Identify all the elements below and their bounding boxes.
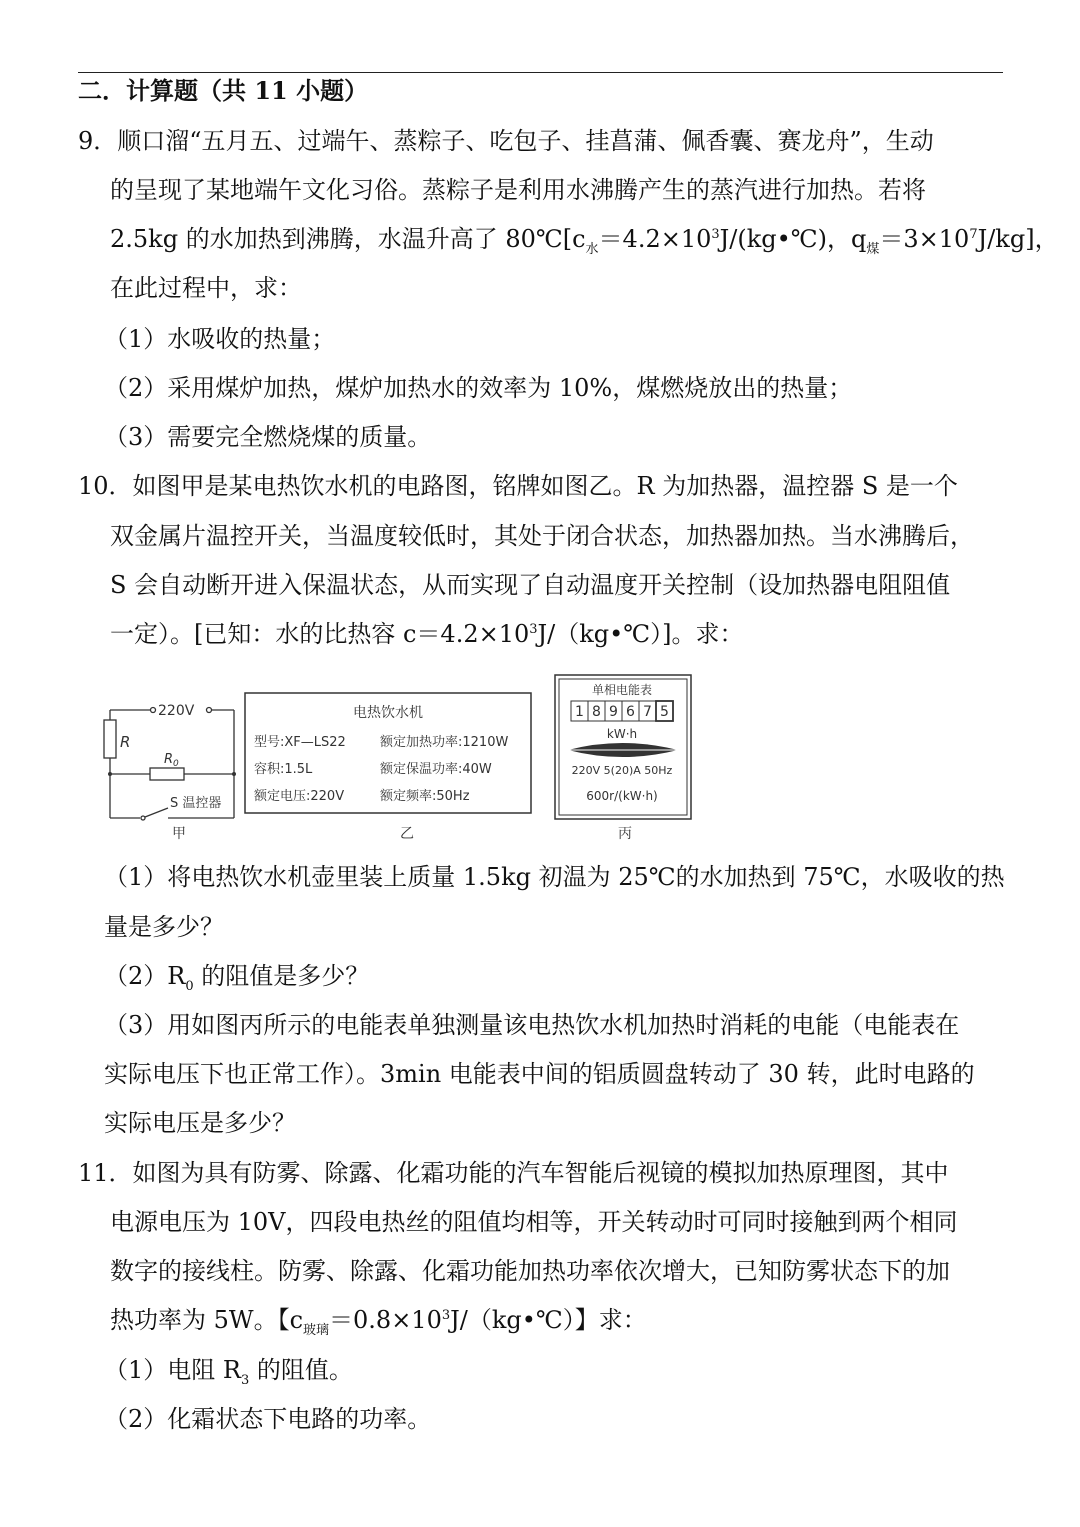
q10-line-3: S 会自动断开进入保温状态，从而实现了自动温度开关控制（设加热器电阻阻值 [110,571,951,599]
q11-line-3: 数字的接线柱。防雾、除露、化霜功能加热功率依次增大，已知防雾状态下的加 [110,1257,950,1285]
meter-digit: 8 [592,704,601,720]
q9-line-3: 2.5kg 的水加热到沸腾，水温升高了 $80℃[c_水=4.2\times 10^3J/(kg•℃)$，$q_煤=3\times 10^7J/kg$]， [110,225,1059,257]
q10-sub-3b: 实际电压下也正常工作）。3min 电能表中间的铝质圆盘转动了 30 转，此时电路的 [104,1060,975,1088]
yi-voltage: 额定电压:220V [254,789,345,804]
bing-rating: 220V 5(20)A 50Hz [571,764,673,777]
bing-constant: 600r/(kW·h) [586,789,658,803]
q10-sub-2: $(2)R_0$ 的阻值是多少？ [104,962,370,994]
q11-line-4: 热功率为 5W。【$c_{玻璃}=0.8\times 10^3J/(kg•℃)$】求： [110,1306,647,1338]
q10-line-4: 一定）。[已知：水的比热容 $c=4.2\times 10^3J/(kg•℃)$]。求： [110,620,744,648]
q10-line-2: 双金属片温控开关，当温度较低时，其处于闭合状态，加热器加热。当水沸腾后， [110,522,974,550]
q9-sub-3: （3）需要完全燃烧煤的质量。 [104,423,432,451]
q10-sub-1b: 量是多少？ [104,913,224,941]
jia-switch-label: S 温控器 [170,796,222,811]
meter-digit: 1 [575,704,584,720]
figure-yi-nameplate [242,690,534,854]
yi-capacity: 容积:1.5L [254,762,313,777]
q9-line-1: 9．顺口溜“五月五、过端午、蒸粽子、吃包子、挂菖蒲、佩香囊、赛龙舟”，生动 [78,127,934,155]
q10-sub-3c: 实际电压是多少？ [104,1109,296,1137]
figure-bing-meter [552,672,698,852]
top-rule [78,72,1003,73]
yi-title: 电热饮水机 [353,705,423,721]
q10-sub-1a: （1）将电热饮水机壶里装上质量 1.5kg 初温为 25℃的水加热到 75℃，水吸收的热 [104,863,1005,891]
q9-sub-2: （2）采用煤炉加热，煤炉加热水的效率为 10%，煤燃烧放出的热量； [104,374,853,402]
meter-digit: 6 [626,704,635,720]
jia-r0-label: $R_0$ [164,752,179,769]
yi-model: 型号:XF—LS22 [254,735,346,750]
bing-title: 单相电能表 [591,683,653,697]
meter-digit: 5 [660,704,669,720]
section-title: 二．计算题（共 11 小题） [78,76,369,105]
yi-heat-power: 额定加热功率:1210W [380,735,509,750]
q11-sub-2: （2）化霜状态下电路的功率。 [104,1405,432,1433]
yi-caption: 乙 [400,826,414,842]
q9-sub-1: （1）水吸收的热量； [104,325,336,353]
bing-unit: kW·h [606,727,638,741]
q9-line-4: 在此过程中，求： [110,274,302,302]
q11-line-1: 11．如图为具有防雾、除露、化霜功能的汽车智能后视镜的模拟加热原理图，其中 [78,1159,949,1187]
meter-digit: 9 [609,704,618,720]
figure-jia-circuit [96,690,246,854]
yi-keep-power: 额定保温功率:40W [380,762,492,777]
q10-sub-3a: （3）用如图丙所示的电能表单独测量该电热饮水机加热时消耗的电能（电能表在 [104,1011,960,1039]
jia-caption: 甲 [172,826,186,842]
meter-digit: 7 [643,704,652,720]
bing-caption: 丙 [618,826,632,842]
q11-line-2: 电源电压为 10V，四段电热丝的阻值均相等，开关转动时可同时接触到两个相同 [110,1208,958,1236]
q9-line-2: 的呈现了某地端午文化习俗。蒸粽子是利用水沸腾产生的蒸汽进行加热。若将 [110,176,926,204]
q10-line-1: 10．如图甲是某电热饮水机的电路图，铭牌如图乙。R 为加热器，温控器 S 是一个 [78,472,958,500]
jia-r-label: R [120,733,131,751]
q11-sub-1: （1）电阻 $R_3$ 的阻值。 [104,1356,353,1388]
yi-frequency: 额定频率:50Hz [380,789,470,804]
jia-voltage: 220V [158,703,195,719]
